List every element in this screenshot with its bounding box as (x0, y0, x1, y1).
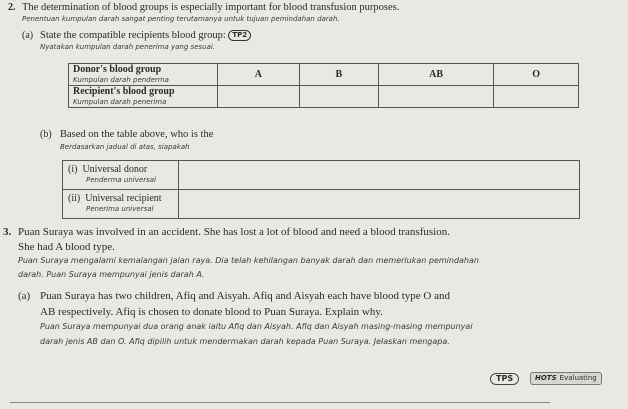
q2a-text-en-span: State the compatible recipients blood group: (40, 30, 226, 41)
row-header-my: Kumpulan darah penerima (73, 97, 167, 106)
answer-line[interactable] (10, 402, 550, 403)
q2b-label: (b) (40, 129, 52, 140)
row-header (69, 86, 218, 108)
answer-cell[interactable] (179, 161, 580, 190)
row-label: Universal recipient (85, 193, 162, 204)
q2b-text-my: Berdasarkan jadual di atas, siapakah (60, 143, 190, 151)
q3a-line2-my: darah jenis AB dan O. Afiq dipilih untuk mendermakan darah kepada Puan Suraya. Jelaskan mengapa. (40, 337, 450, 346)
q3a-label: (a) (18, 290, 31, 302)
table-row (69, 86, 579, 108)
q3-line1-en: Puan Suraya was involved in an accident. She has lost a lot of blood and need a blood transfusion. (18, 226, 450, 238)
q3a-line1-my: Puan Suraya mempunyai dua orang anak iaitu Afiq dan Aisyah. Afiq dan Aisyah masing-masing mempunyai (40, 322, 473, 331)
row-num: (i) (68, 164, 78, 175)
q2-text-my: Penentuan kumpulan darah sangat penting terutamanya untuk tujuan pemindahan darah. (22, 15, 340, 23)
q2-number: 2. (8, 2, 16, 13)
hots-badge (530, 372, 602, 385)
group-ab-cell: AB (378, 64, 494, 86)
row-header-my: Penderma universal (86, 176, 156, 184)
row-header (63, 161, 179, 190)
q3-line2-my: darah. Puan Suraya mempunyai jenis darah A. (18, 270, 205, 279)
q3a-line1-en: Puan Suraya has two children, Afiq and Aisyah. Afiq and Aisyah each have blood type O and (40, 290, 450, 302)
row-header-en: Donor's blood group (73, 63, 162, 75)
hots-icon: HOTS (535, 374, 557, 382)
answer-cell[interactable] (494, 86, 579, 108)
row-num: (ii) (68, 193, 81, 204)
row-header-en: Recipient's blood group (73, 85, 175, 97)
table-row (63, 161, 580, 190)
answer-cell[interactable] (179, 190, 580, 219)
q3a-line2-en: AB respectively. Afiq is chosen to donate blood to Puan Suraya. Explain why. (40, 306, 383, 318)
q2b-text-en: Based on the table above, who is the (60, 129, 214, 140)
group-o-cell: O (494, 64, 579, 86)
row-header-en (68, 193, 173, 204)
q2a-label: (a) (22, 30, 34, 41)
q2-text-en: The determination of blood groups is especially important for blood transfusion purposes. (22, 2, 400, 13)
row-header-my: Penerima universal (86, 205, 154, 213)
row-label: Universal donor (82, 164, 148, 175)
hots-label: Evaluating (559, 374, 597, 382)
group-a-cell: A (218, 64, 300, 86)
q3-line1-my: Puan Suraya mengalami kemalangan jalan raya. Dia telah kehilangan banyak darah dan memerlukan pemindahan (18, 256, 479, 265)
table-row (69, 64, 579, 86)
group-b-cell: B (299, 64, 378, 86)
answer-cell[interactable] (378, 86, 494, 108)
answer-cell[interactable] (299, 86, 378, 108)
row-header-my: Kumpulan darah penderma (73, 75, 169, 84)
tps-badge: TPS (490, 373, 519, 385)
q2a-text-my: Nyatakan kumpulan darah penerima yang sesuai. (40, 43, 216, 51)
answer-cell[interactable] (218, 86, 300, 108)
universal-table (62, 160, 580, 219)
row-header-en (68, 164, 173, 175)
row-header (63, 190, 179, 219)
compatibility-table (68, 63, 579, 108)
table-row (63, 190, 580, 219)
q3-line2-en: She had A blood type. (18, 241, 115, 253)
q2a-text-en (40, 30, 251, 41)
tp-badge: TP2 (228, 30, 251, 41)
row-header (69, 64, 218, 86)
q3-number: 3. (3, 226, 12, 238)
